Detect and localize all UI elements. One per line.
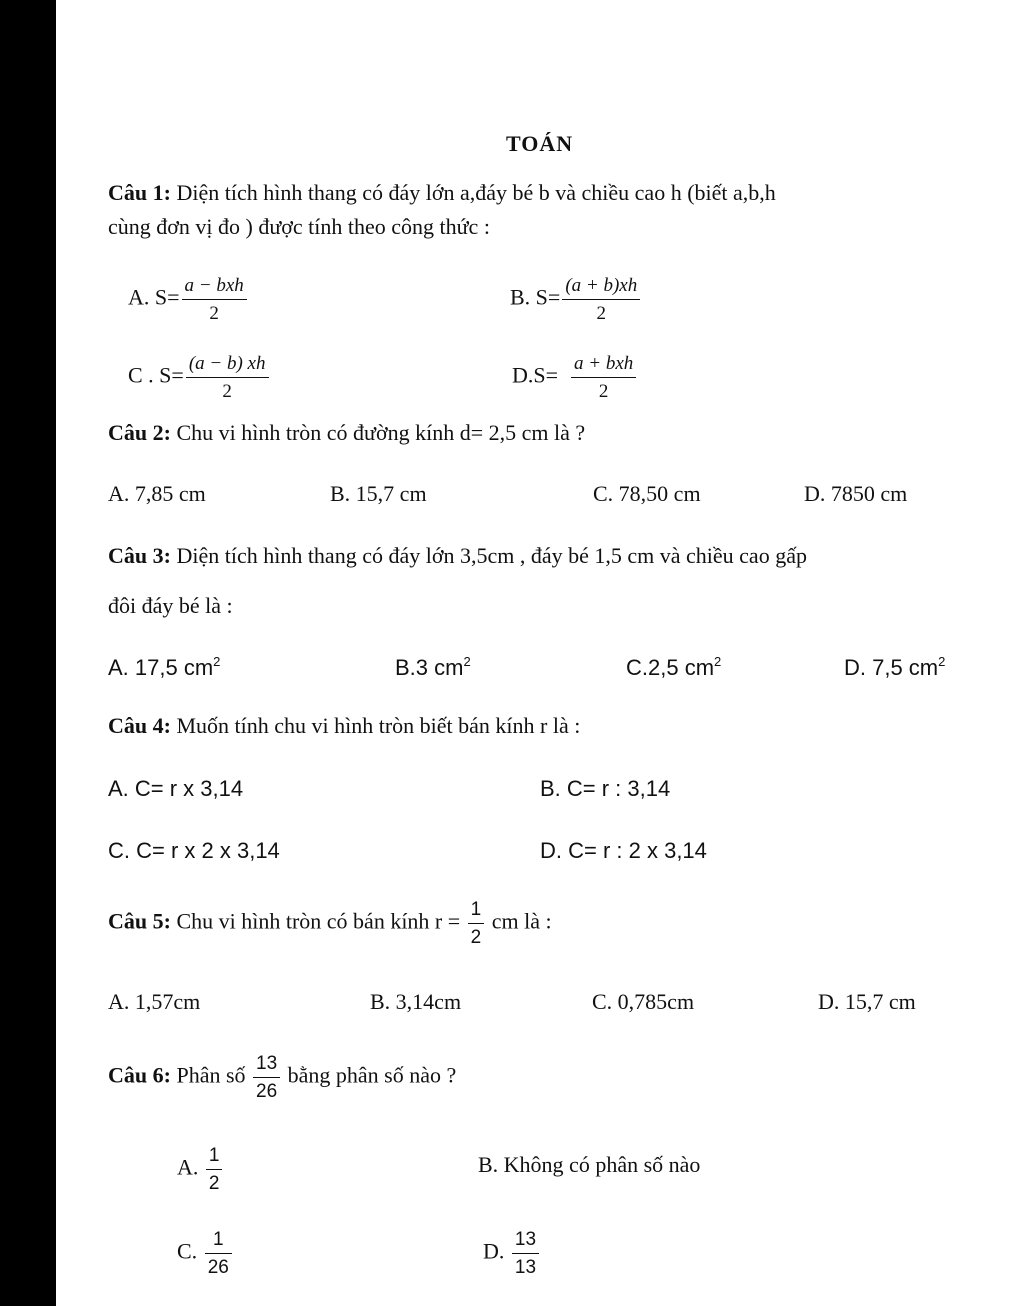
q1-option-d[interactable]: D.S= $\frac{\text{a + bxh}}{2}$ [512,354,638,401]
q6-fraction: $\frac{13}{26}$ [253,1054,280,1101]
q1-line2: cùng đơn vị đo ) được tính theo công thức : [108,214,490,239]
q2-option-c[interactable]: C. 78,50 cm [593,481,701,506]
q6-question: Câu 6: Phân số $\frac{13}{26}$ bằng phân số nào ? [108,1053,457,1102]
q5-option-c[interactable]: C. 0,785cm [592,989,695,1014]
q3-line1: Câu 3: Diện tích hình thang có đáy lớn 3,5cm , đáy bé 1,5 cm và chiều cao gấp [108,543,807,568]
q5-option-a[interactable]: A. 1,57cm [108,989,201,1014]
q2-option-d[interactable]: D. 7850 cm [804,481,908,506]
q6-a-fraction: $\frac{1}{2}$ [206,1146,223,1193]
q3-line2: đôi đáy bé là : [108,593,233,618]
q6-option-b[interactable]: B. Không có phân số nào [478,1152,701,1177]
q3-option-c[interactable]: C.2,5 $cm^2$ [626,654,722,680]
q1-d-fraction: $\frac{\text{a + bxh}}{2}$ [571,354,636,401]
q5-question: Câu 5: Chu vi hình tròn có bán kính r = $\frac{1}{2}$ cm là : [108,899,552,948]
q2-option-b[interactable]: B. 15,7 cm [330,481,427,506]
left-black-border [0,0,56,1306]
q3-option-a[interactable]: A. 17,5 $cm^2$ [108,654,221,680]
q6-option-a[interactable]: A. $\frac{1}{2}$ [177,1146,224,1193]
page-title: TOÁN [506,131,574,156]
q3-option-d[interactable]: D. 7,5 $cm^2$ [844,654,946,680]
q5-fraction: $\frac{1}{2}$ [468,900,485,947]
q1-option-b[interactable]: B. S= $\frac{(a + b)xh}{2}$ [510,276,642,323]
q1-option-c[interactable]: C . S= $\frac{(a - b) xh}{2}$ [128,354,271,401]
q4-option-d[interactable]: D. C= r : 2 x 3,14 [540,838,707,863]
q3-option-b[interactable]: B.3 $cm^2$ [395,654,471,680]
q2-option-a[interactable]: A. 7,85 cm [108,481,206,506]
q1-line1: Câu 1: Diện tích hình thang có đáy lớn a,đáy bé b và chiều cao h (biết a,b,h [108,180,776,205]
q2-question: Câu 2: Chu vi hình tròn có đường kính d= 2,5 cm là ? [108,420,586,445]
q6-d-fraction: $\frac{13}{13}$ [512,1230,539,1277]
q4-option-c[interactable]: C. C= r x 2 x 3,14 [108,838,280,863]
q6-option-d[interactable]: D. $\frac{13}{13}$ [483,1230,541,1277]
q6-c-fraction: $\frac{1}{26}$ [205,1230,232,1277]
q1-c-fraction: $\frac{(a - b) xh}{2}$ [186,354,269,401]
q6-option-c[interactable]: C. $\frac{1}{26}$ [177,1230,234,1277]
q4-option-a[interactable]: A. C= r x 3,14 [108,776,244,801]
q5-option-b[interactable]: B. 3,14cm [370,989,462,1014]
q4-option-b[interactable]: B. C= r : 3,14 [540,776,671,801]
q1-option-a[interactable]: A. S= $\frac{\text{a − bxh}}{2}$ [128,276,249,323]
q5-option-d[interactable]: D. 15,7 cm [818,989,916,1014]
q1-a-fraction: $\frac{\text{a − bxh}}{2}$ [182,276,247,323]
q4-question: Câu 4: Muốn tính chu vi hình tròn biết bán kính r là : [108,713,581,738]
q1-b-fraction: $\frac{(a + b)xh}{2}$ [562,276,640,323]
